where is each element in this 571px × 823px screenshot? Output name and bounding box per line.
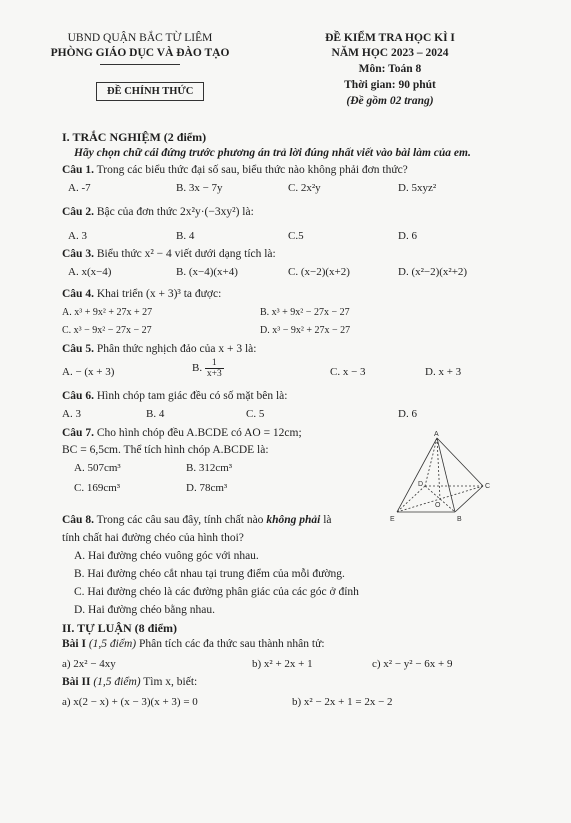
label-o: O (435, 502, 441, 509)
question-7-line2: BC = 6,5cm. Thể tích hình chóp A.BCDE là: (62, 444, 269, 456)
q8-option-d: D. Hai đường chéo bằng nhau. (74, 604, 216, 616)
bai-1-a: a) 2x² − 4xy (62, 658, 116, 670)
district-name: UBND QUẬN BẮC TỪ LIÊM (67, 32, 213, 44)
bai-1-c: c) x² − y² − 6x + 9 (372, 658, 453, 670)
pyramid-figure (385, 428, 495, 528)
q6-option-d: D. 6 (398, 408, 417, 420)
q6-option-a: A. 3 (62, 408, 81, 420)
q1-option-b: B. 3x − 7y (176, 182, 223, 194)
department-name: PHÒNG GIÁO DỤC VÀ ĐÀO TẠO (50, 47, 230, 59)
question-6: Câu 6. Hình chóp tam giác đều có số mặt bên là: (62, 390, 288, 402)
edge-bc (455, 486, 483, 512)
question-4: Câu 4. Khai triển (x + 3)³ ta được: (62, 288, 222, 300)
q2-option-d: D. 6 (398, 230, 417, 242)
exam-title: ĐỀ KIỂM TRA HỌC KÌ I (325, 32, 455, 44)
q7-option-d: D. 78cm³ (186, 482, 228, 494)
q1-option-d: D. 5xyz² (398, 182, 437, 194)
q8-option-b: B. Hai đường chéo cắt nhau tại trung điểm của mỗi đường. (74, 568, 345, 580)
q2-option-a: A. 3 (68, 230, 87, 242)
question-3: Câu 3. Biểu thức x² − 4 viết dưới dạng tích là: (62, 248, 276, 260)
section2-title: II. TỰ LUẬN (8 điểm) (62, 621, 178, 635)
subject: Môn: Toán 8 (358, 63, 422, 75)
question-5: Câu 5. Phân thức nghịch đảo của x + 3 là: (62, 343, 257, 355)
bai-2-a: a) x(2 − x) + (x − 3)(x + 3) = 0 (62, 696, 198, 708)
q6-option-c: C. 5 (246, 408, 265, 420)
q3-option-a: A. x(x−4) (68, 266, 112, 278)
section1-instruction: Hãy chọn chữ cái đứng trước phương án trả lời đúng nhất viết vào bài làm của em. (74, 147, 471, 159)
q8-option-c: C. Hai đường chéo là các đường phân giác của các góc ở đỉnh (74, 586, 359, 598)
q8-option-a: A. Hai đường chéo vuông góc với nhau. (74, 550, 259, 562)
q7-option-b: B. 312cm³ (186, 462, 233, 474)
q4-option-c: C. x³ − 9x² − 27x − 27 (62, 325, 152, 336)
question-8-line2: tính chất hai đường chéo của hình thoi? (62, 532, 244, 544)
q4-option-b: B. x³ + 9x² − 27x − 27 (260, 307, 350, 318)
bai-1: Bài I (1,5 điểm) Phân tích các đa thức sau thành nhân tử: (62, 638, 325, 650)
q7-option-c: C. 169cm³ (74, 482, 121, 494)
q3-option-b: B. (x−4)(x+4) (176, 266, 238, 278)
q5-option-d: D. x + 3 (425, 366, 462, 378)
bai-2-b: b) x² − 2x + 1 = 2x − 2 (292, 696, 393, 708)
q4-option-d: D. x³ − 9x² + 27x − 27 (260, 325, 351, 336)
bai-1-b: b) x² + 2x + 1 (252, 658, 313, 670)
edge-ad (425, 438, 437, 486)
official-label: ĐỀ CHÍNH THỨC (96, 82, 204, 101)
school-year: NĂM HỌC 2023 – 2024 (331, 47, 449, 59)
q3-option-d: D. (x²−2)(x²+2) (398, 266, 468, 278)
bai-2: Bài II (1,5 điểm) Tìm x, biết: (62, 676, 198, 688)
header-divider (100, 64, 180, 65)
q4-option-a: A. x³ + 9x² + 27x + 27 (62, 307, 153, 318)
q3-option-c: C. (x−2)(x+2) (288, 266, 350, 278)
q2-option-c: C.5 (288, 230, 304, 242)
edge-de (397, 486, 425, 512)
q5-option-a: A. − (x + 3) (62, 366, 115, 378)
q5-option-c: C. x − 3 (330, 366, 366, 378)
question-2: Câu 2. Bậc của đơn thức 2x²y·(−3xy²) là: (62, 206, 254, 218)
page-count: (Đề gồm 02 trang) (346, 95, 434, 107)
label-e: E (390, 516, 395, 523)
edge-ac (437, 438, 483, 486)
edge-ab (437, 438, 455, 512)
q1-option-a: A. -7 (68, 182, 91, 194)
duration: Thời gian: 90 phút (344, 79, 436, 91)
question-1: Câu 1. Trong các biểu thức đại số sau, biểu thức nào không phải đơn thức? (62, 164, 408, 176)
label-b: B (457, 516, 462, 523)
label-c: C (485, 483, 491, 490)
edge-ae (397, 438, 437, 512)
q6-option-b: B. 4 (146, 408, 165, 420)
q1-option-c: C. 2x²y (288, 182, 321, 194)
question-7-line1: Câu 7. Cho hình chóp đều A.BCDE có AO = 12cm; (62, 427, 302, 439)
q7-option-a: A. 507cm³ (74, 462, 121, 474)
q2-option-b: B. 4 (176, 230, 195, 242)
question-8-line1: Câu 8. Trong các câu sau đây, tính chất nào không phải là (62, 514, 332, 526)
q5-option-b: B. $\frac{1}{x+3}$ (192, 358, 222, 379)
label-a: A (434, 431, 439, 438)
label-d: D (418, 481, 424, 488)
section1-title: I. TRẮC NGHIỆM (2 điểm) (62, 130, 207, 144)
